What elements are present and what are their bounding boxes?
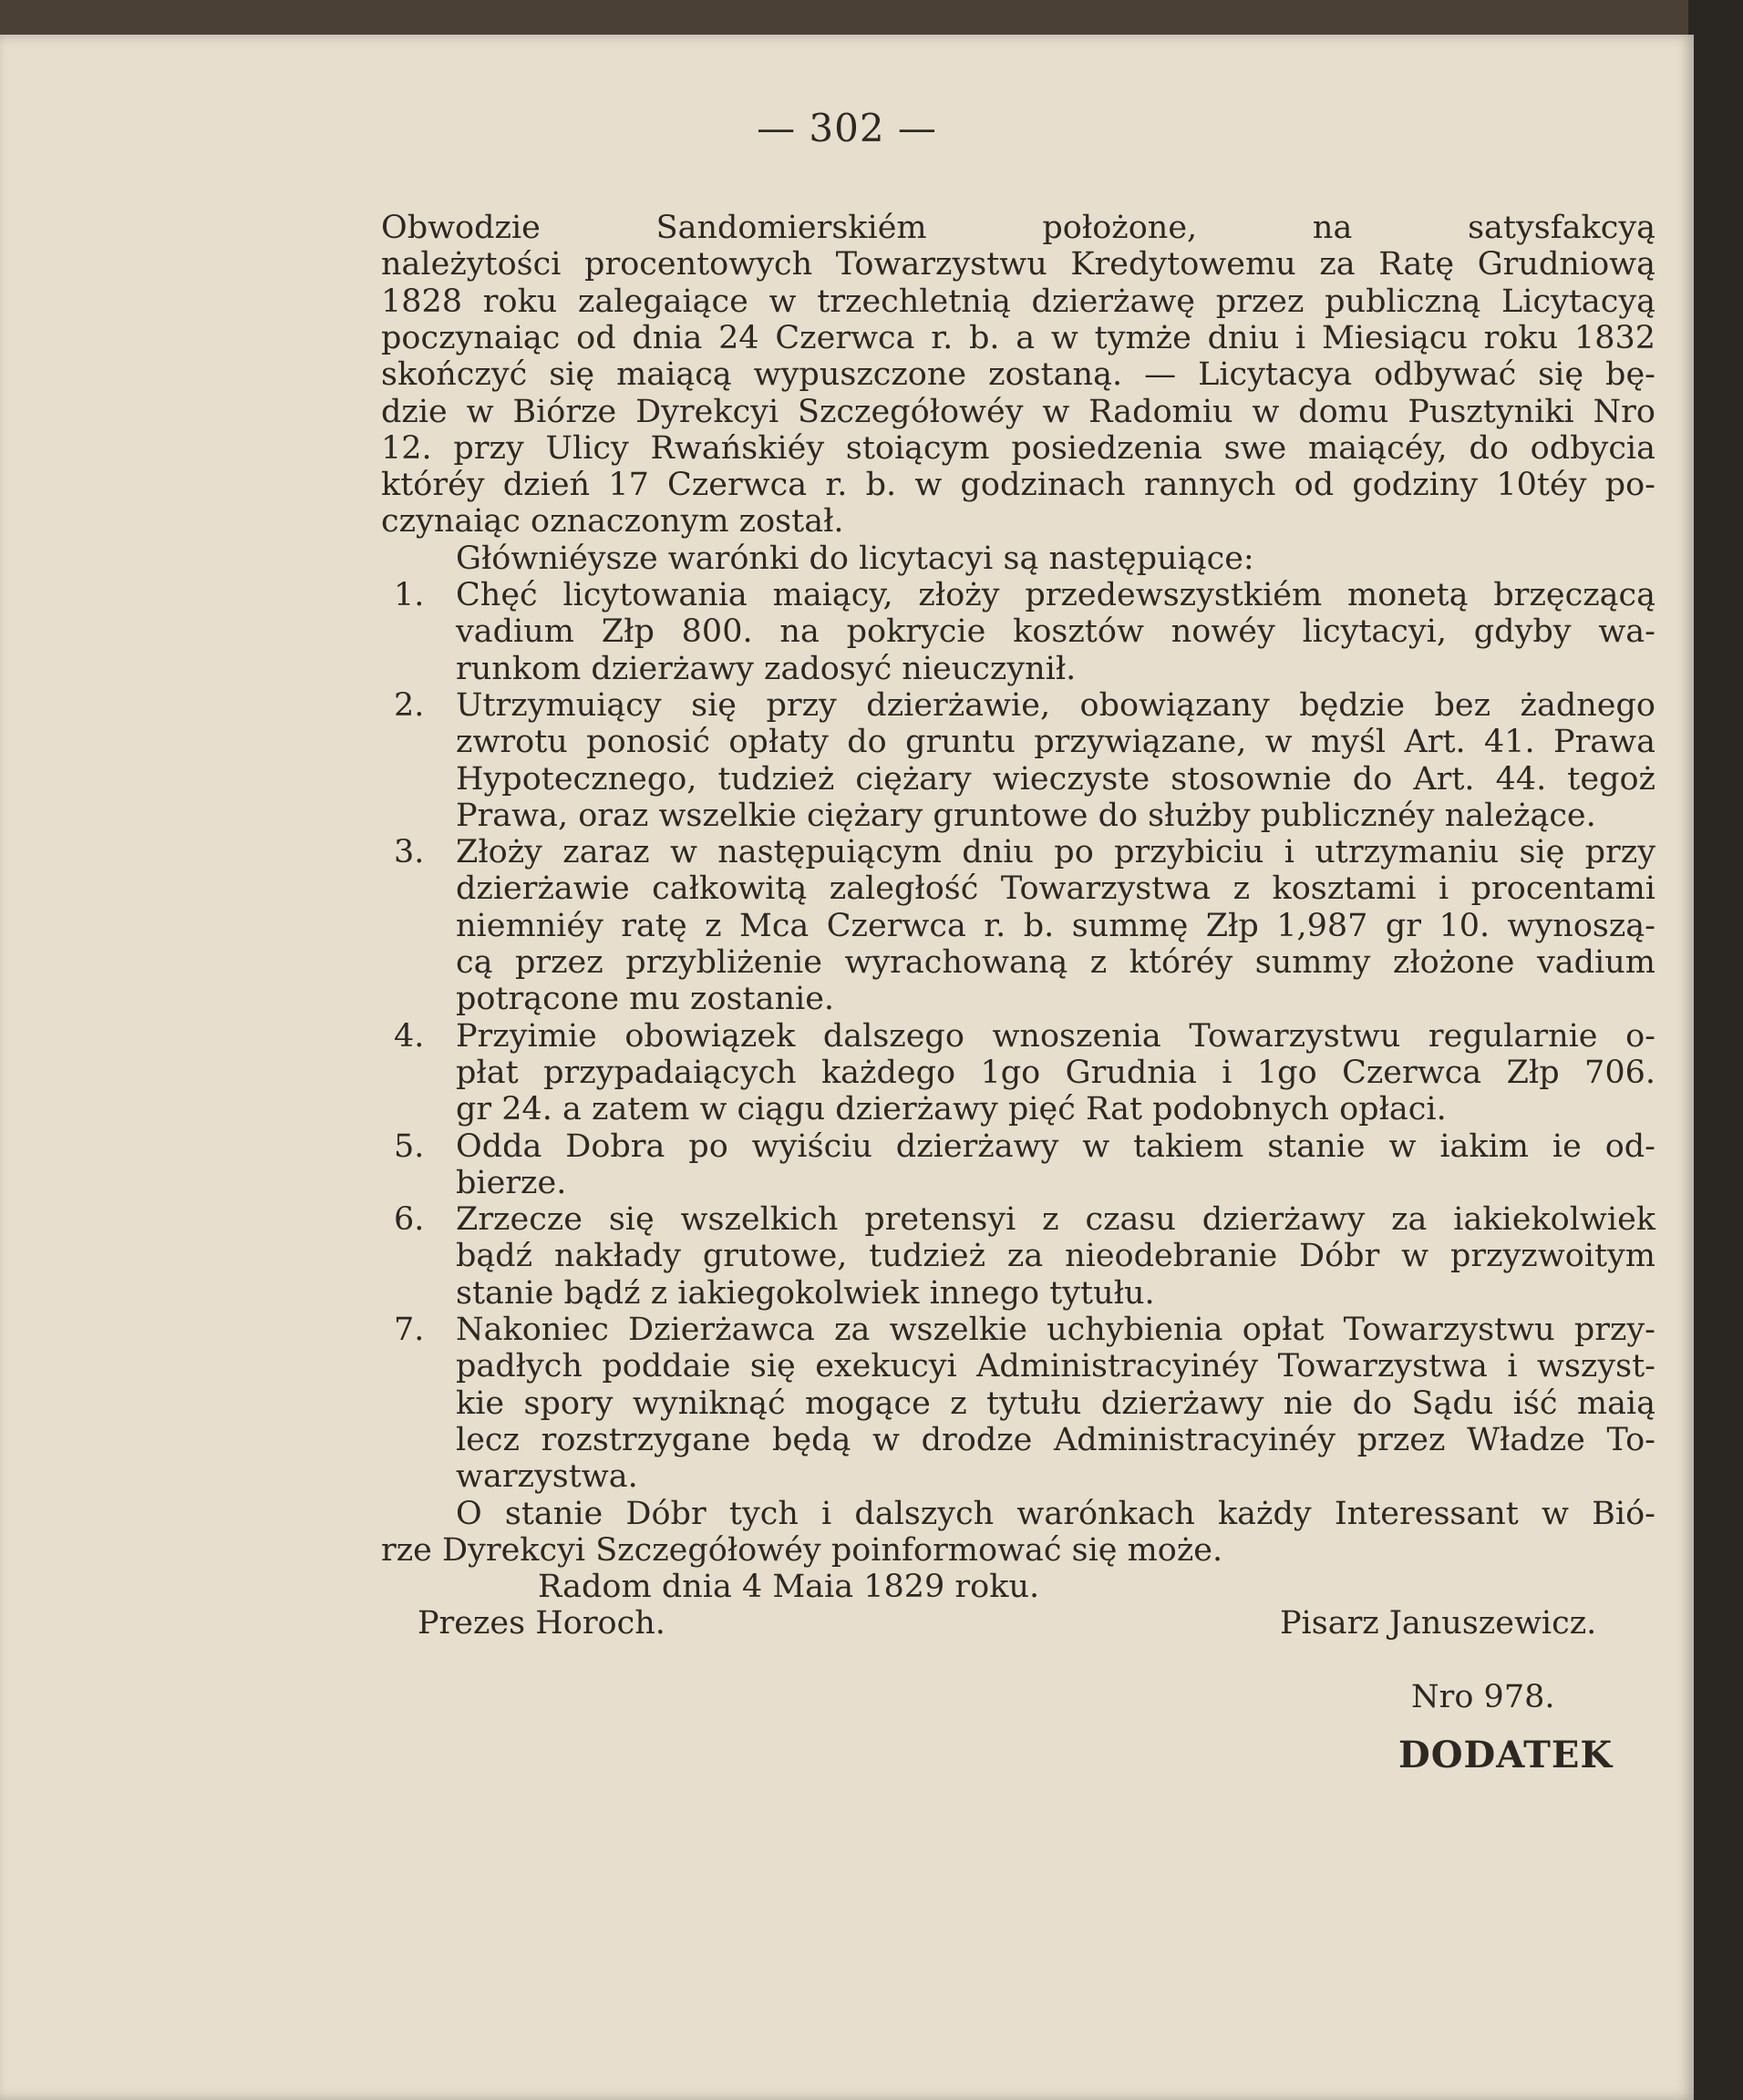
condition-line: padłych poddaie się exekucyi Administracyinéy Towarzystwa i wszyst- <box>456 1348 1655 1385</box>
paragraph-line: skończyć się maiącą wypuszczone zostaną. — Licytacya odbywać się bę- <box>381 356 1655 394</box>
condition-line: Przyimie obowiązek dalszego wnoszenia Towarzystwu regularnie o- <box>456 1017 1655 1055</box>
closing-line: rze Dyrekcyi Szczegółowéy poinformować się może. <box>381 1531 1223 1569</box>
condition-line: Odda Dobra po wyiściu dzierżawy w takiem stanie w iakim ie od- <box>456 1127 1655 1165</box>
condition-line: stanie bądź z iakiegokolwiek innego tytułu. <box>456 1274 1155 1312</box>
book-binding-spine <box>1688 0 1743 2100</box>
condition-line: gr 24. a zatem w ciągu dzierżawy pięć Rat podobnych opłaci. <box>456 1091 1447 1128</box>
condition-line: potrącone mu zostanie. <box>456 981 835 1018</box>
condition-line: runkom dzierżawy zadosyć nieuczynił. <box>456 650 1077 687</box>
paragraph-line: 1828 roku zalegaiące w trzechletnią dzierżawę przez publiczną Licytacyą <box>381 283 1655 320</box>
condition-number: 5. <box>394 1127 425 1165</box>
condition-number: 6. <box>394 1201 425 1239</box>
condition-number: 2. <box>394 686 425 724</box>
condition-line: lecz rozstrzygane będą w drodze Administracyinéy przez Władze To- <box>456 1421 1655 1458</box>
condition-line: płat przypadaiących każdego 1go Grudnia i 1go Czerwca Złp 706. <box>456 1054 1655 1091</box>
scanned-page <box>0 35 1694 2100</box>
condition-line: Nakoniec Dzierżawca za wszelkie uchybienia opłat Towarzystwu przy- <box>456 1312 1655 1348</box>
paragraph-line: dzie w Biórze Dyrekcyi Szczegółowéy w Radomiu w domu Pusztyniki Nro <box>381 393 1655 430</box>
condition-line: niemniéy ratę z Mca Czerwca r. b. summę Złp 1,987 gr 10. wynoszą- <box>456 907 1655 944</box>
condition-line: Hypotecznego, tudzież ciężary wieczyste stosownie do Art. 44. tegoż <box>456 760 1655 798</box>
condition-number: 1. <box>394 577 425 613</box>
paragraph-line: poczynaiąc od dnia 24 Czerwca r. b. a w tymże dniu i Miesiącu roku 1832 <box>381 319 1655 356</box>
condition-line: cą przez przybliżenie wyrachowaną z któréy summy złożone vadium <box>456 944 1655 981</box>
condition-number: 3. <box>394 834 425 871</box>
condition-line: Prawa, oraz wszelkie ciężary gruntowe do służby publicznéy należące. <box>456 797 1596 834</box>
date-line: Radom dnia 4 Maia 1829 roku. <box>538 1569 1040 1606</box>
paragraph-line: 12. przy Ulicy Rwańskiéy stoiącym posiedzenia swe maiącéy, do odbycia <box>381 429 1655 467</box>
paragraph-line: Obwodzie Sandomierskiém położone, na satysfakcyą <box>381 210 1655 246</box>
condition-line: Zrzecze się wszelkich pretensyi z czasu dzierżawy za iakiekolwiek <box>456 1201 1655 1239</box>
condition-line: Chęć licytowania maiący, złoży przedewszystkiém monetą brzęczącą <box>456 577 1655 613</box>
condition-line: Utrzymuiący się przy dzierżawie, obowiązany będzie bez żadnego <box>456 686 1655 724</box>
paragraph-line: któréy dzień 17 Czerwca r. b. w godzinach rannych od godziny 10téy po- <box>381 467 1655 504</box>
condition-line: dzierżawie całkowitą zaległość Towarzystwa z kosztami i procentami <box>456 870 1655 908</box>
condition-number: 4. <box>394 1017 425 1055</box>
condition-line: bierze. <box>456 1164 567 1201</box>
condition-line: warzystwa. <box>456 1458 638 1496</box>
page-text <box>0 35 1694 2100</box>
closing-line: O stanie Dóbr tych i dalszych warónkach każdy Interessant w Bió- <box>456 1495 1655 1532</box>
page-number: — 302 — <box>757 106 937 150</box>
condition-line: zwrotu ponosić opłaty do gruntu przywiązane, w myśl Art. 41. Prawa <box>456 724 1655 761</box>
supplement-heading: DODATEK <box>1398 1734 1614 1777</box>
secretary-signature: Pisarz Januszewicz. <box>1280 1605 1597 1642</box>
condition-number: 7. <box>394 1312 425 1348</box>
condition-line: Złoży zaraz w następuiącym dniu po przybiciu i utrzymaniu się przy <box>456 834 1655 871</box>
document-number: Nro 978. <box>1411 1679 1555 1715</box>
paragraph-line: czynaiąc oznaczonym został. <box>381 503 844 540</box>
paragraph-line: należytości procentowych Towarzystwu Kredytowemu za Ratę Grudniową <box>381 246 1655 283</box>
condition-line: bądź nakłady grutowe, tudzież za nieodebranie Dóbr w przyzwoitym <box>456 1238 1655 1275</box>
president-signature: Prezes Horoch. <box>418 1605 665 1642</box>
condition-line: kie spory wyniknąć mogące z tytułu dzierżawy nie do Sądu iść maią <box>456 1385 1655 1422</box>
conditions-intro: Główniéysze warónki do licytacyi są następuiące: <box>456 540 1254 577</box>
condition-line: vadium Złp 800. na pokrycie kosztów nowéy licytacyi, gdyby wa- <box>456 613 1655 651</box>
